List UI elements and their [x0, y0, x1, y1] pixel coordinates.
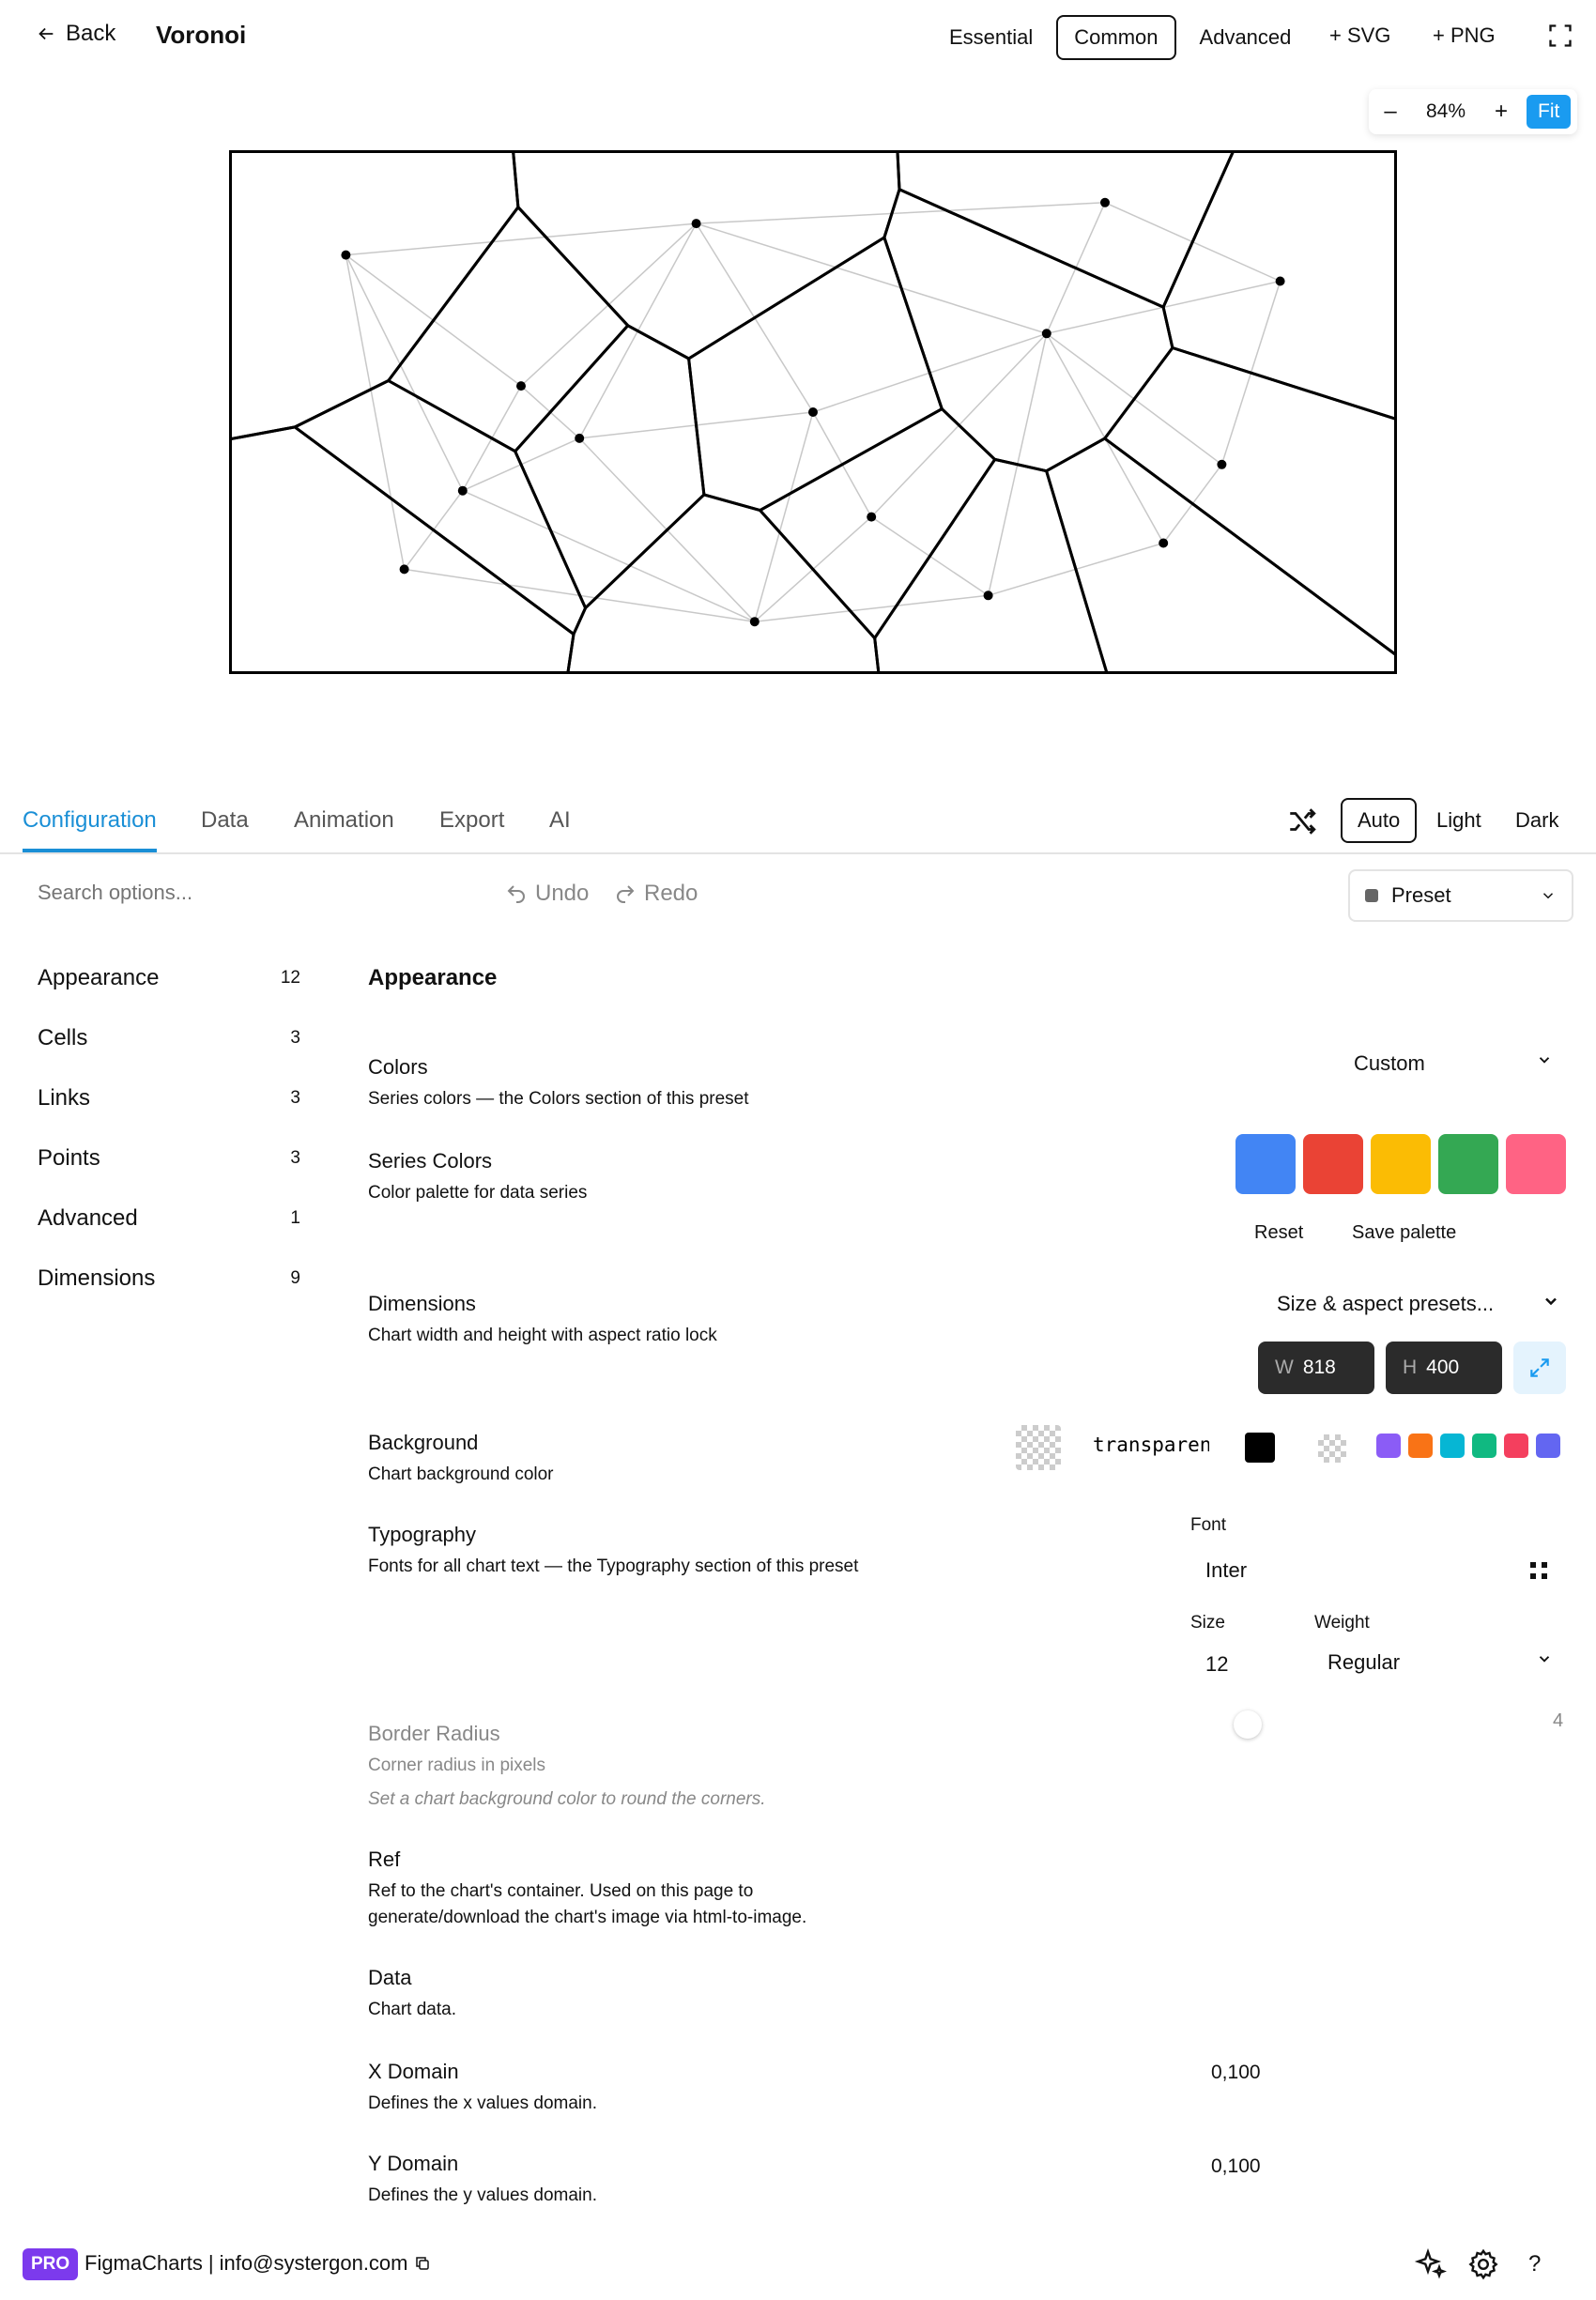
zoom-control [1369, 89, 1577, 134]
x-domain-label: X Domain [368, 2060, 459, 2083]
background-palette-swatch[interactable] [1440, 1434, 1465, 1458]
width-value: 818 [1302, 1357, 1336, 1378]
border-radius-label: Border Radius [368, 1722, 500, 1745]
grid-icon[interactable] [1528, 1560, 1549, 1581]
voronoi-cell [898, 150, 1234, 307]
series-color-swatch[interactable] [1438, 1134, 1498, 1194]
voronoi-link [345, 255, 462, 491]
typography-desc: Fonts for all chart text — the Typography section of this preset [368, 1556, 859, 1576]
help-button[interactable]: ? [1528, 2251, 1542, 2277]
voronoi-cell [568, 495, 879, 674]
colors-desc: Series colors — the Colors section of this preset [368, 1089, 749, 1109]
voronoi-link [345, 255, 404, 570]
font-weight-value: Regular [1327, 1650, 1401, 1674]
voronoi-cell [689, 238, 943, 511]
voronoi-cell [760, 409, 995, 638]
voronoi-point [400, 564, 409, 574]
voronoi-point [341, 251, 350, 260]
sidebar-item-label: Advanced [38, 1205, 138, 1231]
voronoi-chart [229, 150, 1397, 674]
font-label: Font [1190, 1515, 1227, 1535]
size-presets-label: Size & aspect presets... [1277, 1292, 1495, 1315]
preset-label: Preset [1391, 883, 1451, 907]
colors-value: Custom [1354, 1051, 1425, 1075]
tab-ai[interactable]: AI [549, 807, 571, 833]
voronoi-point [808, 407, 818, 417]
colors-select[interactable] [1354, 1051, 1553, 1076]
voronoi-point [867, 513, 876, 522]
chevron-down-icon [1536, 1650, 1553, 1667]
arrow-left-icon [36, 23, 56, 44]
theme-light[interactable]: Light [1436, 808, 1481, 832]
series-color-swatch[interactable] [1303, 1134, 1363, 1194]
dimensions-label: Dimensions [368, 1292, 476, 1315]
sidebar-item-count: 3 [290, 1088, 300, 1108]
voronoi-link [697, 223, 1047, 333]
page-title: Voronoi [156, 21, 247, 49]
mode-advanced[interactable]: Advanced [1199, 25, 1292, 49]
colors-label: Colors [368, 1055, 428, 1079]
background-black-swatch[interactable] [1245, 1433, 1275, 1463]
footer-info [84, 2251, 431, 2276]
ref-desc-line1: Ref to the chart's container. Used on this page to [368, 1881, 754, 1901]
voronoi-link [755, 412, 813, 621]
series-colors-label: Series Colors [368, 1149, 493, 1173]
font-select[interactable]: Inter [1205, 1558, 1248, 1582]
voronoi-cell [515, 326, 704, 608]
redo-button[interactable] [614, 881, 698, 907]
back-label: Back [66, 21, 116, 46]
voronoi-point [692, 219, 701, 228]
ref-label: Ref [368, 1848, 401, 1871]
sidebar-item-count: 1 [290, 1208, 300, 1228]
voronoi-point [516, 381, 526, 391]
preset-select[interactable] [1348, 869, 1573, 922]
voronoi-link [463, 491, 755, 622]
shuffle-icon[interactable] [1286, 805, 1318, 837]
voronoi-link [345, 223, 696, 254]
pro-badge: PRO [23, 2248, 78, 2280]
voronoi-cell [295, 381, 585, 635]
background-palette-swatch[interactable] [1376, 1434, 1401, 1458]
series-color-swatch[interactable] [1235, 1134, 1296, 1194]
border-radius-desc: Corner radius in pixels [368, 1756, 546, 1775]
ref-desc-line2: generate/download the chart's image via html-to-image. [368, 1908, 807, 1927]
reset-palette-button[interactable]: Reset [1254, 1222, 1304, 1243]
dimensions-desc: Chart width and height with aspect ratio lock [368, 1326, 717, 1345]
brand-name: FigmaCharts [84, 2251, 203, 2275]
voronoi-point [1159, 539, 1168, 548]
redo-icon [614, 882, 637, 905]
add-svg-button[interactable]: + SVG [1329, 23, 1391, 47]
voronoi-link [697, 203, 1105, 223]
data-desc: Chart data. [368, 2000, 456, 2019]
sidebar-item-count: 3 [290, 1028, 300, 1048]
sidebar-item-appearance[interactable] [38, 965, 300, 1025]
background-palette-swatch[interactable] [1472, 1434, 1496, 1458]
back-button[interactable] [36, 21, 115, 47]
redo-label: Redo [644, 881, 698, 906]
footer-separator: | [207, 2251, 214, 2275]
sidebar-item-dimensions[interactable] [38, 1265, 300, 1326]
copy-icon[interactable] [414, 2255, 431, 2272]
series-color-swatch[interactable] [1371, 1134, 1431, 1194]
top-bar [0, 0, 1596, 75]
chevron-down-icon [1540, 887, 1557, 904]
sidebar-item-points[interactable] [38, 1145, 300, 1205]
tab-export[interactable]: Export [439, 807, 505, 833]
height-key: H [1403, 1357, 1418, 1378]
sidebar-item-count: 3 [290, 1148, 300, 1168]
voronoi-point [458, 486, 468, 496]
sidebar-item-label: Cells [38, 1025, 88, 1050]
background-preview[interactable] [1016, 1425, 1061, 1470]
mode-common[interactable]: Common [1056, 15, 1175, 60]
background-palette-swatch[interactable] [1408, 1434, 1433, 1458]
sidebar-item-links[interactable] [38, 1085, 300, 1145]
voronoi-point [1217, 460, 1226, 469]
add-png-button[interactable]: + PNG [1433, 23, 1496, 47]
font-weight-select[interactable] [1327, 1650, 1553, 1675]
save-palette-button[interactable]: Save palette [1352, 1222, 1457, 1243]
background-transparent-swatch[interactable] [1318, 1434, 1346, 1463]
voronoi-cell [875, 459, 1108, 674]
sidebar-item-count: 12 [280, 968, 300, 988]
section-title: Appearance [368, 965, 498, 990]
chevron-down-icon [1536, 1051, 1553, 1068]
zoom-in-button[interactable]: + [1494, 99, 1508, 124]
sidebar-item-label: Dimensions [38, 1265, 156, 1291]
y-domain-input[interactable]: 0,100 [1211, 2155, 1261, 2177]
sidebar [38, 965, 300, 1326]
theme-auto[interactable]: Auto [1341, 798, 1417, 843]
voronoi-point [984, 590, 993, 600]
voronoi-cell [514, 150, 900, 359]
background-desc: Chart background color [368, 1464, 554, 1484]
border-radius-slider[interactable] [1234, 1710, 1262, 1739]
fullscreen-icon[interactable] [1547, 23, 1573, 49]
border-radius-value: 4 [1553, 1710, 1564, 1731]
voronoi-cell [1105, 348, 1397, 656]
tab-configuration[interactable]: Configuration [23, 807, 157, 852]
size-label: Size [1190, 1613, 1225, 1633]
sidebar-item-advanced[interactable] [38, 1205, 300, 1265]
voronoi-point [575, 434, 584, 443]
contact-email[interactable]: info@systergon.com [219, 2251, 408, 2275]
voronoi-link [755, 595, 989, 621]
sidebar-item-count: 9 [290, 1268, 300, 1288]
chevron-down-icon [1542, 1292, 1560, 1311]
theme-dark[interactable]: Dark [1515, 808, 1559, 832]
mode-essential[interactable]: Essential [949, 25, 1034, 49]
fit-button[interactable]: Fit [1527, 95, 1571, 129]
gear-icon[interactable] [1466, 2247, 1500, 2281]
mode-switcher [931, 15, 1309, 60]
y-domain-label: Y Domain [368, 2152, 459, 2175]
x-domain-input[interactable]: 0,100 [1211, 2062, 1261, 2083]
size-presets-select[interactable] [1277, 1292, 1560, 1316]
undo-icon [505, 882, 528, 905]
weight-label: Weight [1314, 1613, 1370, 1633]
tab-data[interactable]: Data [201, 807, 249, 833]
search-input[interactable] [38, 881, 469, 905]
zoom-level: 84% [1425, 100, 1466, 122]
voronoi-cell [229, 150, 518, 439]
undo-button[interactable] [505, 881, 589, 907]
font-size-input[interactable]: 12 [1205, 1652, 1229, 1676]
voronoi-point [1100, 198, 1110, 207]
height-field[interactable] [1386, 1342, 1502, 1394]
tab-animation[interactable]: Animation [294, 807, 394, 833]
undo-label: Undo [535, 881, 590, 906]
sidebar-item-cells[interactable] [38, 1025, 300, 1085]
typography-label: Typography [368, 1523, 476, 1546]
width-field[interactable] [1258, 1342, 1374, 1394]
expand-icon [1527, 1356, 1552, 1380]
background-palette-swatch[interactable] [1536, 1434, 1560, 1458]
border-radius-note: Set a chart background color to round the corners. [368, 1789, 766, 1809]
sidebar-item-label: Appearance [38, 965, 160, 990]
voronoi-cell [884, 190, 1173, 471]
y-domain-desc: Defines the y values domain. [368, 2185, 597, 2205]
data-label: Data [368, 1966, 412, 1989]
height-value: 400 [1426, 1357, 1460, 1378]
x-domain-desc: Defines the x values domain. [368, 2093, 597, 2113]
voronoi-point [1276, 277, 1285, 286]
background-label: Background [368, 1431, 479, 1454]
width-key: W [1275, 1357, 1294, 1378]
background-palette-swatch[interactable] [1504, 1434, 1528, 1458]
sparkles-icon[interactable] [1414, 2247, 1448, 2281]
sidebar-item-label: Links [38, 1085, 91, 1111]
aspect-lock-button[interactable] [1513, 1342, 1566, 1394]
voronoi-point [750, 617, 760, 626]
sidebar-item-label: Points [38, 1145, 100, 1171]
chart-area [229, 150, 1397, 674]
zoom-out-button[interactable]: – [1384, 99, 1397, 124]
series-colors-desc: Color palette for data series [368, 1183, 588, 1203]
voronoi-cell [1047, 438, 1397, 674]
voronoi-point [1042, 329, 1051, 338]
background-color-input[interactable] [1093, 1434, 1209, 1456]
series-color-swatch[interactable] [1506, 1134, 1566, 1194]
preset-color-square [1365, 889, 1378, 902]
